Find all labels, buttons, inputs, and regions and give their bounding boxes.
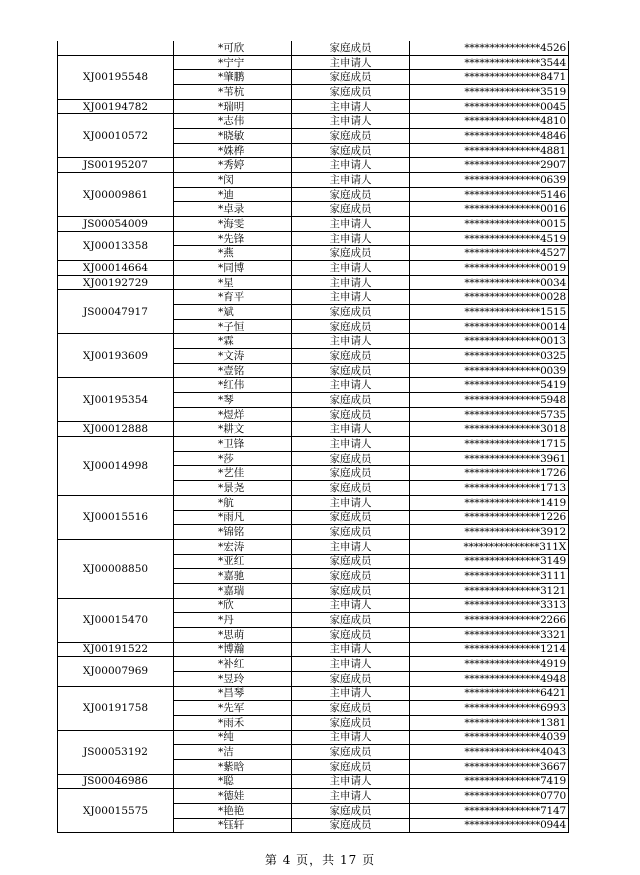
member-id-cell: ***************3667 [410, 759, 569, 774]
member-role-cell: 主申请人 [292, 275, 410, 290]
application-code-cell: JS00054009 [58, 217, 174, 232]
member-role-cell: 主申请人 [292, 99, 410, 114]
table-row [58, 642, 569, 657]
member-id-cell: ***************1715 [410, 437, 569, 452]
member-id-cell: ***************4810 [410, 114, 569, 129]
member-name-cell: *纯 [174, 730, 292, 745]
member-name-cell: *晓敏 [174, 129, 292, 144]
member-id-cell: ***************1515 [410, 305, 569, 320]
table-row [58, 598, 569, 613]
member-id-cell: ***************7419 [410, 774, 569, 789]
member-role-cell: 家庭成员 [292, 671, 410, 686]
application-code-cell: XJ00009861 [58, 173, 174, 217]
application-code-cell: JS00053192 [58, 730, 174, 774]
member-role-cell: 家庭成员 [292, 715, 410, 730]
table-row [58, 290, 569, 305]
member-id-cell: ***************0045 [410, 99, 569, 114]
member-role-cell: 主申请人 [292, 217, 410, 232]
application-code-cell: XJ00191758 [58, 686, 174, 730]
member-role-cell: 家庭成员 [292, 818, 410, 833]
member-id-cell: ***************0039 [410, 363, 569, 378]
member-name-cell: *煜烊 [174, 407, 292, 422]
member-role-cell: 家庭成员 [292, 613, 410, 628]
member-role-cell: 家庭成员 [292, 510, 410, 525]
member-role-cell: 主申请人 [292, 55, 410, 70]
member-id-cell: ***************3912 [410, 525, 569, 540]
member-id-cell: ***************2907 [410, 158, 569, 173]
member-name-cell: *子恒 [174, 319, 292, 334]
member-name-cell: *星 [174, 275, 292, 290]
member-name-cell: *雨禾 [174, 715, 292, 730]
table-row [58, 261, 569, 276]
member-id-cell: ***************0016 [410, 202, 569, 217]
member-name-cell: *闵 [174, 173, 292, 188]
table-row [58, 422, 569, 437]
member-id-cell: ***************2266 [410, 613, 569, 628]
member-id-cell: ***************3519 [410, 85, 569, 100]
member-role-cell: 家庭成员 [292, 349, 410, 364]
table-row [58, 217, 569, 232]
member-role-cell: 家庭成员 [292, 70, 410, 85]
member-role-cell: 家庭成员 [292, 481, 410, 496]
member-id-cell: ***************3544 [410, 55, 569, 70]
member-role-cell: 家庭成员 [292, 525, 410, 540]
member-id-cell: ***************311X [410, 539, 569, 554]
member-id-cell: ***************0019 [410, 261, 569, 276]
application-code-cell: XJ00012888 [58, 422, 174, 437]
member-name-cell: *嘉瑞 [174, 583, 292, 598]
table-row [58, 114, 569, 129]
member-role-cell: 主申请人 [292, 539, 410, 554]
member-id-cell: ***************0944 [410, 818, 569, 833]
member-id-cell: ***************1226 [410, 510, 569, 525]
member-name-cell: *紫晗 [174, 759, 292, 774]
page-footer: 第 4 页，共 17 页 [264, 853, 376, 867]
member-name-cell: *艳艳 [174, 803, 292, 818]
member-id-cell: ***************1726 [410, 466, 569, 481]
member-id-cell: ***************5419 [410, 378, 569, 393]
member-name-cell: *航 [174, 495, 292, 510]
member-id-cell: ***************4526 [410, 41, 569, 55]
application-code-cell: XJ00015516 [58, 495, 174, 539]
table-row [58, 437, 569, 452]
member-role-cell: 主申请人 [292, 158, 410, 173]
member-id-cell: ***************0015 [410, 217, 569, 232]
member-name-cell: *昱玲 [174, 671, 292, 686]
member-name-cell: *燕 [174, 246, 292, 261]
member-name-cell: *宏涛 [174, 539, 292, 554]
member-role-cell: 主申请人 [292, 495, 410, 510]
table-row [58, 231, 569, 246]
member-role-cell: 主申请人 [292, 657, 410, 672]
table-row [58, 173, 569, 188]
member-role-cell: 主申请人 [292, 261, 410, 276]
table-row [58, 495, 569, 510]
table-row [58, 774, 569, 789]
member-id-cell: ***************0028 [410, 290, 569, 305]
member-name-cell: *霖 [174, 334, 292, 349]
member-name-cell: *嘉驰 [174, 569, 292, 584]
member-role-cell: 主申请人 [292, 774, 410, 789]
member-name-cell: *亚红 [174, 554, 292, 569]
member-role-cell: 主申请人 [292, 598, 410, 613]
member-name-cell: *瑞明 [174, 99, 292, 114]
member-name-cell: *可欣 [174, 41, 292, 55]
member-name-cell: *欣 [174, 598, 292, 613]
member-name-cell: *卓录 [174, 202, 292, 217]
member-id-cell: ***************5948 [410, 393, 569, 408]
member-id-cell: ***************1214 [410, 642, 569, 657]
member-name-cell: *秀婷 [174, 158, 292, 173]
member-role-cell: 家庭成员 [292, 393, 410, 408]
member-name-cell: *海雯 [174, 217, 292, 232]
member-id-cell: ***************0770 [410, 789, 569, 804]
member-name-cell: *聪 [174, 774, 292, 789]
application-code-cell: JS00047917 [58, 290, 174, 334]
member-role-cell: 家庭成员 [292, 319, 410, 334]
member-name-cell: *艺佳 [174, 466, 292, 481]
member-id-cell: ***************4919 [410, 657, 569, 672]
member-id-cell: ***************0639 [410, 173, 569, 188]
table-row [58, 99, 569, 114]
application-code-cell: XJ00013358 [58, 231, 174, 260]
member-id-cell: ***************6421 [410, 686, 569, 701]
member-role-cell: 主申请人 [292, 437, 410, 452]
member-id-cell: ***************3321 [410, 627, 569, 642]
member-role-cell: 家庭成员 [292, 143, 410, 158]
member-name-cell: *洁 [174, 745, 292, 760]
member-id-cell: ***************4519 [410, 231, 569, 246]
member-role-cell: 家庭成员 [292, 583, 410, 598]
member-role-cell: 家庭成员 [292, 129, 410, 144]
member-id-cell: ***************0325 [410, 349, 569, 364]
member-id-cell: ***************5735 [410, 407, 569, 422]
table-row [58, 686, 569, 701]
application-code-cell: XJ00014664 [58, 261, 174, 276]
member-role-cell: 主申请人 [292, 114, 410, 129]
table-row [58, 334, 569, 349]
table-row [58, 158, 569, 173]
member-name-cell: *琴 [174, 393, 292, 408]
table-row [58, 55, 569, 70]
application-code-cell: JS00195207 [58, 158, 174, 173]
member-name-cell: *苇杭 [174, 85, 292, 100]
member-name-cell: *红伟 [174, 378, 292, 393]
member-id-cell: ***************4948 [410, 671, 569, 686]
member-id-cell: ***************1381 [410, 715, 569, 730]
application-code-cell: XJ00193609 [58, 334, 174, 378]
member-role-cell: 家庭成员 [292, 187, 410, 202]
application-code-cell: XJ00015575 [58, 789, 174, 833]
member-id-cell: ***************3149 [410, 554, 569, 569]
member-id-cell: ***************7147 [410, 803, 569, 818]
member-id-cell: ***************4881 [410, 143, 569, 158]
member-role-cell: 家庭成员 [292, 466, 410, 481]
member-role-cell: 家庭成员 [292, 569, 410, 584]
member-id-cell: ***************1419 [410, 495, 569, 510]
application-code-cell: XJ00015470 [58, 598, 174, 642]
table-row [58, 275, 569, 290]
application-code-cell [58, 41, 174, 55]
table-row [58, 789, 569, 804]
member-role-cell: 家庭成员 [292, 701, 410, 716]
member-name-cell: *卫锋 [174, 437, 292, 452]
member-role-cell: 家庭成员 [292, 41, 410, 55]
member-id-cell: ***************3961 [410, 451, 569, 466]
member-role-cell: 主申请人 [292, 642, 410, 657]
member-id-cell: ***************0013 [410, 334, 569, 349]
member-name-cell: *先锋 [174, 231, 292, 246]
member-role-cell: 家庭成员 [292, 745, 410, 760]
application-code-cell: XJ00191522 [58, 642, 174, 657]
member-role-cell: 家庭成员 [292, 407, 410, 422]
application-code-cell: XJ00008850 [58, 539, 174, 598]
member-name-cell: *莎 [174, 451, 292, 466]
member-name-cell: *锦铭 [174, 525, 292, 540]
member-id-cell: ***************0014 [410, 319, 569, 334]
member-id-cell: ***************4039 [410, 730, 569, 745]
application-code-cell: XJ00010572 [58, 114, 174, 158]
member-role-cell: 主申请人 [292, 422, 410, 437]
member-id-cell: ***************3018 [410, 422, 569, 437]
member-id-cell: ***************4846 [410, 129, 569, 144]
application-code-cell: XJ00007969 [58, 657, 174, 686]
member-name-cell: *丹 [174, 613, 292, 628]
application-code-cell: XJ00195354 [58, 378, 174, 422]
member-role-cell: 家庭成员 [292, 627, 410, 642]
table-row [58, 41, 569, 55]
member-role-cell: 家庭成员 [292, 451, 410, 466]
member-id-cell: ***************8471 [410, 70, 569, 85]
member-role-cell: 主申请人 [292, 378, 410, 393]
application-code-cell: XJ00194782 [58, 99, 174, 114]
member-name-cell: *斌 [174, 305, 292, 320]
member-role-cell: 主申请人 [292, 789, 410, 804]
member-id-cell: ***************3111 [410, 569, 569, 584]
member-name-cell: *雨凡 [174, 510, 292, 525]
member-id-cell: ***************5146 [410, 187, 569, 202]
table-row [58, 378, 569, 393]
member-name-cell: *肇鹏 [174, 70, 292, 85]
member-name-cell: *迪 [174, 187, 292, 202]
member-name-cell: *德娃 [174, 789, 292, 804]
member-role-cell: 家庭成员 [292, 246, 410, 261]
member-role-cell: 家庭成员 [292, 803, 410, 818]
table-row [58, 539, 569, 554]
member-role-cell: 主申请人 [292, 290, 410, 305]
member-id-cell: ***************0034 [410, 275, 569, 290]
application-code-cell: JS00046986 [58, 774, 174, 789]
member-id-cell: ***************3313 [410, 598, 569, 613]
member-role-cell: 主申请人 [292, 173, 410, 188]
member-role-cell: 家庭成员 [292, 554, 410, 569]
member-id-cell: ***************1713 [410, 481, 569, 496]
member-role-cell: 主申请人 [292, 334, 410, 349]
member-name-cell: *文涛 [174, 349, 292, 364]
applicant-table [57, 41, 569, 833]
member-role-cell: 家庭成员 [292, 85, 410, 100]
member-role-cell: 家庭成员 [292, 305, 410, 320]
member-name-cell: *补红 [174, 657, 292, 672]
member-role-cell: 主申请人 [292, 686, 410, 701]
member-role-cell: 家庭成员 [292, 363, 410, 378]
member-id-cell: ***************4527 [410, 246, 569, 261]
application-code-cell: XJ00192729 [58, 275, 174, 290]
member-id-cell: ***************4043 [410, 745, 569, 760]
member-role-cell: 家庭成员 [292, 202, 410, 217]
member-name-cell: *景尧 [174, 481, 292, 496]
member-id-cell: ***************3121 [410, 583, 569, 598]
member-name-cell: *同博 [174, 261, 292, 276]
member-name-cell: *壹铭 [174, 363, 292, 378]
member-role-cell: 主申请人 [292, 231, 410, 246]
applicant-table-body [58, 41, 569, 833]
member-name-cell: *先军 [174, 701, 292, 716]
member-role-cell: 家庭成员 [292, 759, 410, 774]
member-name-cell: *育平 [174, 290, 292, 305]
member-role-cell: 主申请人 [292, 730, 410, 745]
member-name-cell: *思萌 [174, 627, 292, 642]
table-row [58, 730, 569, 745]
application-code-cell: XJ00195548 [58, 55, 174, 99]
member-name-cell: *宁宁 [174, 55, 292, 70]
application-code-cell: XJ00014998 [58, 437, 174, 496]
member-name-cell: *钰轩 [174, 818, 292, 833]
member-name-cell: *昌琴 [174, 686, 292, 701]
member-name-cell: *志伟 [174, 114, 292, 129]
member-name-cell: *博瀚 [174, 642, 292, 657]
member-name-cell: *耕文 [174, 422, 292, 437]
member-id-cell: ***************6993 [410, 701, 569, 716]
table-row [58, 657, 569, 672]
member-name-cell: *姝桦 [174, 143, 292, 158]
